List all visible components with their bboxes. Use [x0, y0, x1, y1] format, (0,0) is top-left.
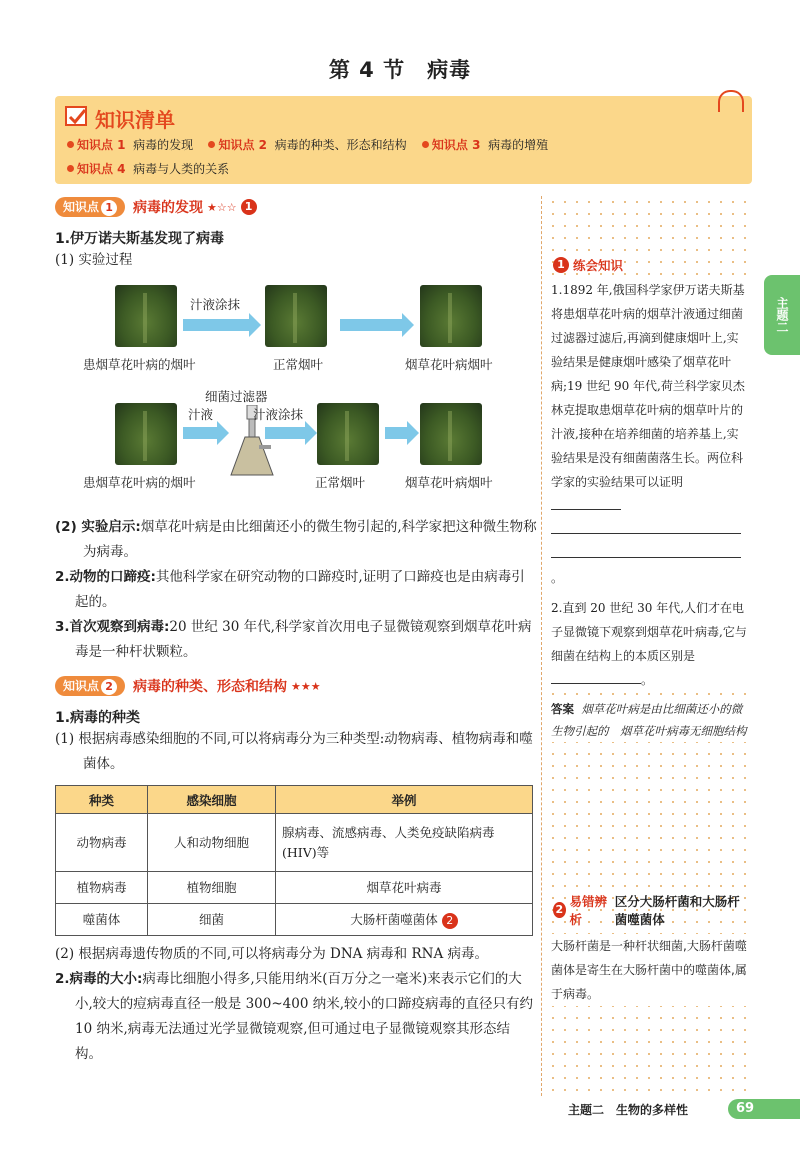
bullet-icon [208, 141, 215, 148]
caption-diseased-1: 患烟草花叶病的烟叶 [83, 357, 196, 372]
arrow-icon [183, 319, 249, 331]
caption-diseased-2: 患烟草花叶病的烟叶 [83, 475, 196, 490]
knowledge-list-row-1: 知识点 1 病毒的发现 知识点 2 病毒的种类、形态和结构 知识点 3 病毒的增殖 [67, 136, 548, 153]
answer-blank[interactable] [551, 683, 641, 684]
table-row: 动物病毒 人和动物细胞 腺病毒、流感病毒、人类免疫缺陷病毒(HIV)等 [56, 814, 533, 872]
juice-label: 汁液 [188, 407, 214, 422]
sidebar-sec2-text: 大肠杆菌是一种杆状细菌,大肠杆菌噬菌体是寄生在大肠杆菌中的噬菌体,属于病毒。 [547, 934, 752, 1006]
arrow-icon [265, 427, 305, 439]
main-column [55, 196, 537, 1067]
kp2-title: 病毒的种类、形态和结构 [133, 679, 288, 695]
healthy-leaf-image [265, 285, 327, 347]
caption-healthy-2: 正常烟叶 [315, 475, 366, 490]
knowledge-list-row-2: 知识点 4 病毒与人类的关系 [67, 160, 229, 177]
infected-leaf-image [420, 403, 482, 465]
table-header: 举例 [276, 786, 533, 814]
caption-healthy-1: 正常烟叶 [273, 357, 324, 372]
table-row: 噬菌体 细菌 大肠杆菌噬菌体 2 [56, 904, 533, 936]
sec2-marker: 2 [553, 902, 566, 918]
caption-infected-1: 烟草花叶病烟叶 [405, 357, 493, 372]
diseased-leaf-image [115, 403, 177, 465]
kp2-header [55, 675, 537, 697]
kp1-sub1: (1) 实验过程 [55, 252, 133, 268]
kp2-badge: 知识点 2 [55, 676, 125, 696]
difficulty-stars: ★☆☆ [207, 200, 237, 214]
sidebar-q2: 2.直到 20 世纪 30 年代,人们才在电子显微镜下观察到烟草花叶病毒,它与细菌在结构上的本质区别是。 [547, 596, 752, 692]
kp1-badge: 知识点 1 [55, 197, 125, 217]
sidebar-answer: 答案 烟草花叶病是由比细菌还小的微生物引起的 烟草花叶病毒无细胞结构 [547, 698, 752, 742]
answer-blank[interactable] [551, 557, 741, 558]
bullet-icon [67, 165, 74, 172]
table-row: 植物病毒 植物细胞 烟草花叶病毒 [56, 872, 533, 904]
virus-types-table [55, 785, 533, 936]
kp2-heading-1: 1.病毒的种类 [55, 710, 141, 726]
difficulty-stars: ★★★ [291, 679, 321, 693]
sidebar [547, 196, 752, 1096]
arrow-icon [385, 427, 407, 439]
arrow-label-smear-1: 汁液涂抹 [190, 297, 241, 312]
kp1-title: 病毒的发现 [133, 200, 204, 216]
paperclip-icon [718, 90, 744, 112]
table-header: 感染细胞 [148, 786, 276, 814]
kp1-sub2: (2) 实验启示:烟草花叶病是由比细菌还小的微生物引起的,科学家把这种微生物称为病毒。 [55, 519, 537, 560]
sidebar-sec2-header: 2 易错辨析 区分大肠杆菌和大肠杆菌噬菌体 [547, 892, 752, 928]
bullet-icon [67, 141, 74, 148]
page-number: 69 [728, 1099, 800, 1119]
knowledge-list-box [55, 96, 752, 184]
kp1-header [55, 196, 537, 218]
page-title: 第 4 节 病毒 [328, 58, 472, 82]
arrow-icon [340, 319, 402, 331]
arrow-icon [183, 427, 217, 439]
filter-label: 细菌过滤器 [205, 389, 268, 404]
sidebar-sec1-header: 1 练会知识 [547, 256, 752, 274]
caption-infected-2: 烟草花叶病烟叶 [405, 475, 493, 490]
kp1-p3: 3.首次观察到病毒:20 世纪 30 年代,科学家首次用电子显微镜观察到烟草花叶病毒是一种杆状颗粒。 [55, 619, 532, 660]
kp2-p1: (1) 根据病毒感染细胞的不同,可以将病毒分为三种类型:动物病毒、植物病毒和噬菌体。 [55, 731, 533, 772]
arrow-label-smear-2: 汁液涂抹 [253, 407, 304, 422]
diseased-leaf-image [115, 285, 177, 347]
sidebar-q1: 1.1892 年,俄国科学家伊万诺夫斯基将患烟草花叶病的烟草汁液通过细菌过滤器过滤后,再滴到健康烟叶上,实验结果是健康烟叶感染了烟草花叶病;19 世纪 90 年代,荷兰科学家贝杰林克提取患烟草花叶病的烟草叶片的汁液,接种在培养细菌的培养基上,实验结果是没有细菌菌落生长。两位科学家的实验结果可以证明 。 [547, 278, 752, 590]
healthy-leaf-image [317, 403, 379, 465]
experiment-diagram [55, 275, 537, 515]
bullet-icon [422, 141, 429, 148]
answer-blank[interactable] [551, 533, 741, 534]
knowledge-list-heading: 知识清单 [95, 108, 175, 132]
ref-marker: 2 [442, 913, 458, 929]
column-divider [541, 196, 542, 1096]
table-header: 种类 [56, 786, 148, 814]
kp2-p3: 2.病毒的大小:病毒比细胞小得多,只能用纳米(百万分之一毫米)来表示它们的大小,较大的痘病毒直径一般是 300~400 纳米,较小的口蹄疫病毒的直径只有约 10 纳米,病毒无法通过光学显微镜观察,但可通过电子显微镜观察其形态结构。 [55, 971, 534, 1062]
sec1-marker: 1 [553, 257, 569, 273]
infected-leaf-image [420, 285, 482, 347]
ref-marker: 1 [241, 199, 257, 215]
checkbox-icon [65, 106, 87, 126]
footer-text: 主题二 生物的多样性 [568, 1103, 689, 1117]
kp1-heading-1: 1.伊万诺夫斯基发现了病毒 [55, 231, 225, 247]
kp2-p2: (2) 根据病毒遗传物质的不同,可以将病毒分为 DNA 病毒和 RNA 病毒。 [55, 946, 488, 962]
answer-blank[interactable] [551, 509, 621, 510]
chapter-tab: 主题二 [764, 275, 800, 355]
kp1-p2: 2.动物的口蹄疫:其他科学家在研究动物的口蹄疫时,证明了口蹄疫也是由病毒引起的。 [55, 569, 525, 610]
